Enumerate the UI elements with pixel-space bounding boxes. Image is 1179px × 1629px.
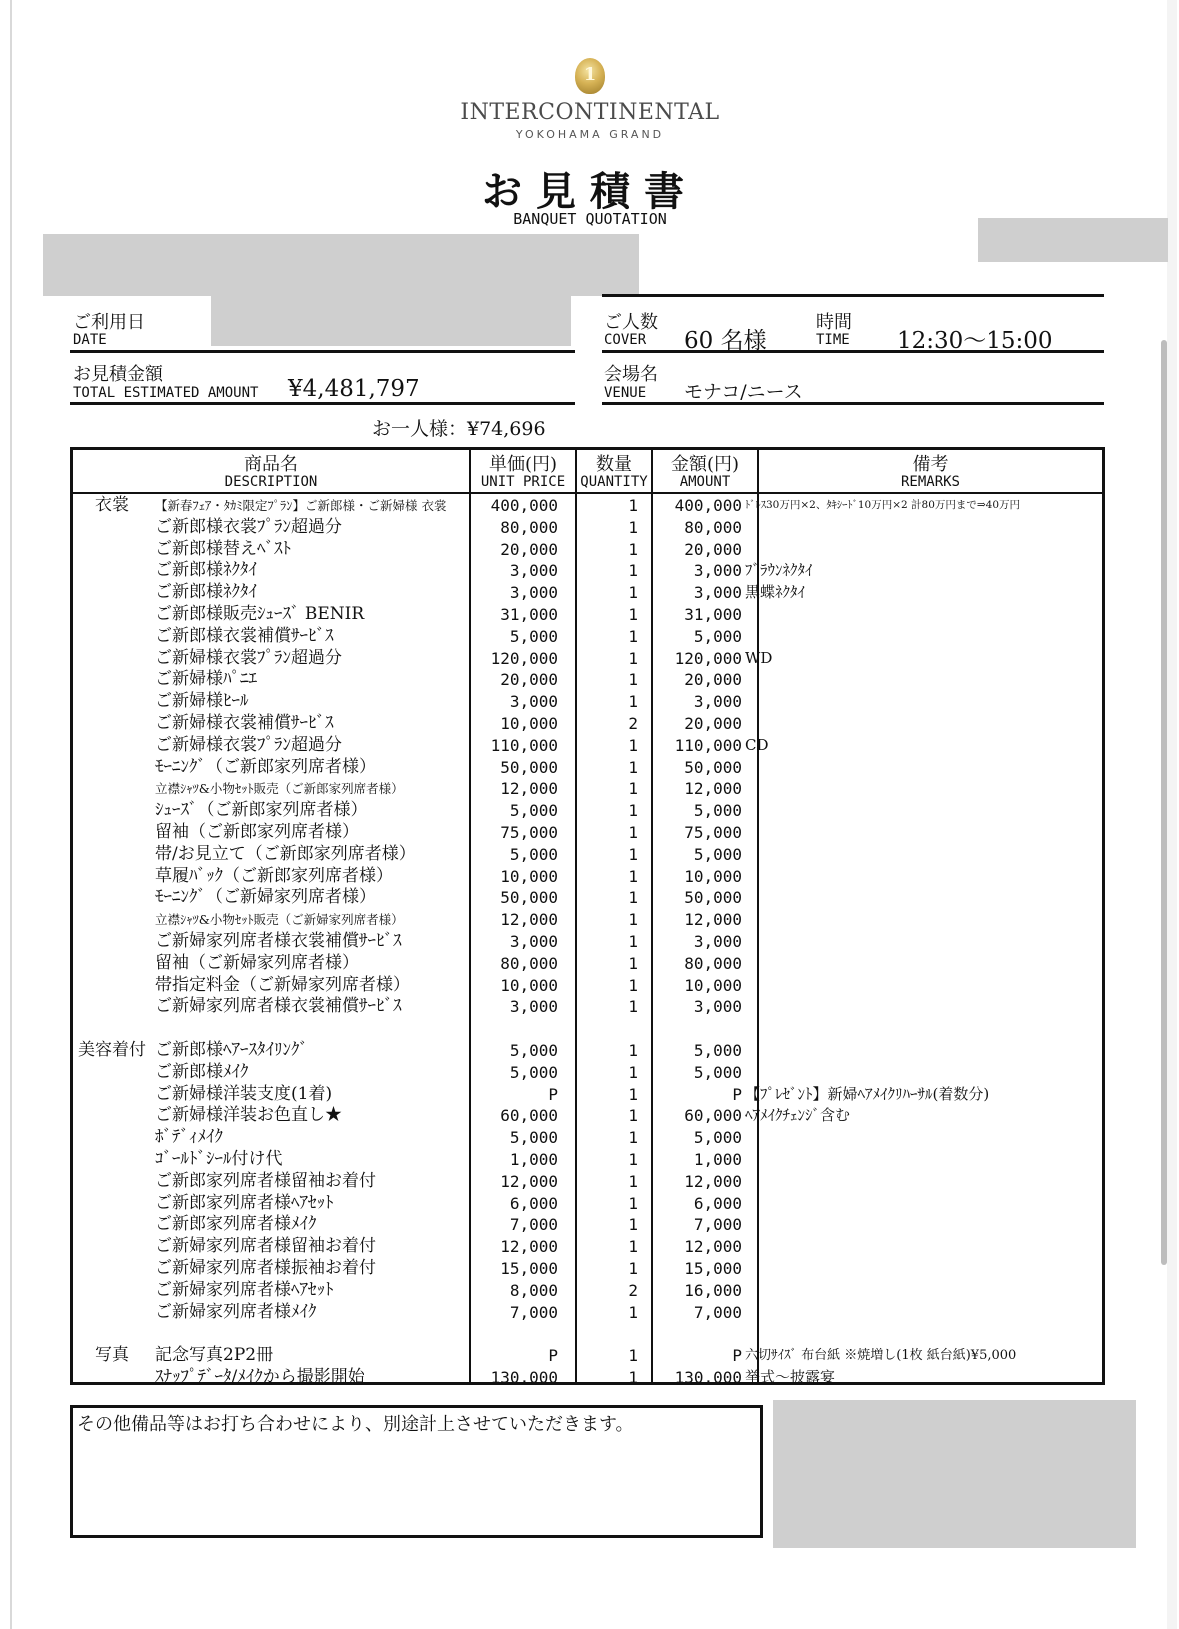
unit-price-cell: 7,000 <box>509 1215 558 1235</box>
quantity-cell: 1 <box>628 1237 638 1257</box>
category-cell: 美容着付 <box>78 1040 146 1060</box>
venue-label-en: VENUE <box>604 385 647 401</box>
table-row <box>73 1367 1102 1389</box>
description-cell: ご新婦様ﾋｰﾙ <box>155 691 249 712</box>
table-row <box>73 495 1102 517</box>
quantity-cell: 1 <box>628 1106 638 1126</box>
header-quantity-en: QUANTITY <box>580 474 648 490</box>
amount-cell: 10,000 <box>684 866 742 886</box>
quantity-cell: 1 <box>628 735 638 755</box>
unit-price-cell: 80,000 <box>500 953 558 973</box>
document-subtitle: BANQUET QUOTATION <box>513 210 667 228</box>
table-row <box>73 669 1102 691</box>
unit-price-cell: 400,000 <box>490 496 558 515</box>
header-rule <box>73 492 1102 494</box>
cover-value: 60 名様 <box>684 328 767 354</box>
amount-cell: 3,000 <box>693 561 742 581</box>
table-row <box>73 953 1102 975</box>
amount-cell: 110,000 <box>674 735 742 755</box>
quantity-cell: 1 <box>628 910 638 930</box>
amount-cell: 1,000 <box>693 1150 742 1169</box>
description-cell: ご新婦家列席者様衣裳補償ｻｰﾋﾞｽ <box>155 931 402 951</box>
description-cell: ﾎﾞﾃﾞｨﾒｲｸ <box>155 1127 223 1148</box>
header-description-jp: 商品名 <box>244 454 298 475</box>
table-row <box>73 582 1102 604</box>
amount-cell: P <box>732 1346 742 1366</box>
unit-price-cell: P <box>548 1084 558 1104</box>
redaction-block <box>211 296 571 346</box>
amount-cell: 50,000 <box>684 888 742 908</box>
description-cell: ｼｭｰｽﾞ（ご新郎家列席者様） <box>155 800 368 821</box>
amount-cell: 3,000 <box>693 932 742 951</box>
amount-cell: 80,000 <box>684 953 742 973</box>
quantity-cell: 2 <box>628 714 638 733</box>
header-amount-jp: 金額(円) <box>670 454 740 475</box>
amount-cell: 5,000 <box>693 801 742 821</box>
description-cell: ご新郎様ﾈｸﾀｲ <box>155 582 257 603</box>
unit-price-cell: 6,000 <box>509 1193 558 1213</box>
amount-cell: 12,000 <box>684 910 742 930</box>
table-row <box>73 996 1102 1018</box>
quantity-cell: 1 <box>628 626 638 646</box>
quantity-cell: 2 <box>628 1280 638 1300</box>
description-cell: ご新婦家列席者様ﾒｲｸ <box>155 1301 317 1322</box>
table-row <box>73 975 1102 997</box>
description-cell: ご新郎様替えﾍﾞｽﾄ <box>155 538 291 559</box>
description-cell: ご新婦家列席者様ﾍｱｾｯﾄ <box>155 1279 334 1300</box>
quantity-cell: 1 <box>628 1041 638 1060</box>
redaction-block <box>43 234 639 296</box>
per-person-price: お一人様：¥74,696 <box>372 418 546 440</box>
table-row <box>73 1258 1102 1280</box>
quantity-cell: 1 <box>628 801 638 821</box>
quantity-cell: 1 <box>628 866 638 886</box>
amount-cell: 7,000 <box>693 1215 742 1235</box>
table-row <box>73 539 1102 561</box>
description-cell: ご新郎様ﾒｲｸ <box>155 1061 249 1082</box>
quantity-cell: 1 <box>628 670 638 690</box>
quantity-cell: 1 <box>628 823 638 842</box>
description-cell: 【新春ﾌｪｱ・ﾀｶﾐ限定ﾌﾟﾗﾝ】ご新郎様・ご新婦様 衣裳 <box>155 498 447 513</box>
amount-cell: 3,000 <box>693 692 742 712</box>
table-row <box>73 1062 1102 1084</box>
amount-cell: 5,000 <box>693 1062 742 1082</box>
amount-cell: 15,000 <box>684 1259 742 1278</box>
quotation-table <box>70 447 1105 1385</box>
amount-cell: 16,000 <box>684 1280 742 1300</box>
table-row <box>73 844 1102 866</box>
amount-cell: 120,000 <box>674 648 742 668</box>
description-cell: ご新婦様衣裳ﾌﾟﾗﾝ超過分 <box>155 647 342 668</box>
table-row <box>73 1040 1102 1062</box>
header-amount-en: AMOUNT <box>679 474 731 490</box>
quantity-cell: 1 <box>628 1171 638 1191</box>
unit-price-cell: 3,000 <box>509 932 558 951</box>
scrollbar[interactable] <box>1161 340 1167 1265</box>
description-cell: 留袖（ご新婦家列席者様） <box>155 952 359 973</box>
quantity-cell: 1 <box>628 583 638 603</box>
table-row <box>73 1280 1102 1302</box>
quantity-cell: 1 <box>628 997 638 1017</box>
unit-price-cell: 1,000 <box>509 1150 558 1169</box>
amount-cell: P <box>732 1084 742 1104</box>
quantity-cell: 1 <box>628 953 638 973</box>
note-box <box>70 1405 763 1538</box>
redaction-block <box>978 218 1168 262</box>
remarks-cell: ﾄﾞﾚｽ30万円×2、ﾀｷｼｰﾄﾞ10万円×2 計80万円まで⇒40万円 <box>745 499 1021 511</box>
description-cell: ご新婦様衣裳補償ｻｰﾋﾞｽ <box>155 713 334 733</box>
remarks-cell: ﾍｱﾒｲｸﾁｪﾝｼﾞ含む <box>745 1106 851 1125</box>
table-row <box>73 1302 1102 1324</box>
amount-cell: 80,000 <box>684 517 742 537</box>
description-cell: ご新郎様販売ｼｭｰｽﾞ BENIR <box>155 604 365 624</box>
table-row <box>73 757 1102 779</box>
note-text: その他備品等はお打ち合わせにより、別途計上させていただきます。 <box>77 1414 634 1435</box>
unit-price-cell: 12,000 <box>500 1237 558 1257</box>
page-edge <box>10 0 12 1629</box>
amount-cell: 130,000 <box>674 1368 742 1387</box>
description-cell: ご新郎様ﾍｱｰｽﾀｲﾘﾝｸﾞ <box>155 1040 308 1060</box>
unit-price-cell: 5,000 <box>509 844 558 864</box>
description-cell: ご新婦家列席者様留袖お着付 <box>155 1236 376 1257</box>
table-row <box>73 800 1102 822</box>
quantity-cell: 1 <box>628 648 638 668</box>
unit-price-cell: 60,000 <box>500 1106 558 1126</box>
table-row <box>73 735 1102 757</box>
quantity-cell: 1 <box>628 844 638 864</box>
description-cell: 帯指定料金（ご新婦家列席者様） <box>155 974 410 995</box>
header-remarks-jp: 備考 <box>912 454 949 475</box>
unit-price-cell: 130,000 <box>490 1368 558 1387</box>
header-remarks-en: REMARKS <box>900 474 960 490</box>
unit-price-cell: 12,000 <box>500 779 558 799</box>
amount-cell: 3,000 <box>693 583 742 603</box>
amount-cell: 12,000 <box>684 779 742 799</box>
table-row <box>73 517 1102 539</box>
description-cell: ご新郎様衣裳補償ｻｰﾋﾞｽ <box>155 625 334 646</box>
remarks-cell: 六切ｻｲｽﾞ 布台紙 ※焼増し(1枚 紙台紙)¥5,000 <box>745 1348 1017 1364</box>
amount-cell: 75,000 <box>684 823 742 842</box>
rule <box>602 402 1104 405</box>
quantity-cell: 1 <box>628 1346 638 1366</box>
hotel-crest-icon: 1 <box>575 58 605 94</box>
description-cell: ご新郎様ﾈｸﾀｲ <box>155 560 257 581</box>
unit-price-cell: 80,000 <box>500 517 558 537</box>
table-row <box>73 560 1102 582</box>
rule <box>70 402 575 405</box>
rule <box>70 350 575 353</box>
table-row <box>73 931 1102 953</box>
description-cell: ご新婦様衣裳ﾌﾟﾗﾝ超過分 <box>155 734 342 755</box>
quantity-cell: 1 <box>628 779 638 799</box>
amount-cell: 6,000 <box>693 1193 742 1213</box>
amount-cell: 7,000 <box>693 1302 742 1322</box>
amount-cell: 20,000 <box>684 714 742 733</box>
remarks-cell: 挙式〜披露宴 <box>745 1368 836 1386</box>
table-row <box>73 1236 1102 1258</box>
quantity-cell: 1 <box>628 517 638 537</box>
amount-cell: 12,000 <box>684 1171 742 1191</box>
description-cell: ご新郎家列席者様留袖お着付 <box>155 1170 376 1191</box>
amount-cell: 60,000 <box>684 1106 742 1126</box>
unit-price-cell: P <box>548 1346 558 1366</box>
table-row <box>73 1149 1102 1171</box>
table-row <box>73 866 1102 888</box>
venue-label: 会場名 <box>604 364 658 385</box>
amount-cell: 20,000 <box>684 670 742 690</box>
remarks-cell: 黒蝶ﾈｸﾀｲ <box>745 583 806 602</box>
document-title: お見積書 <box>482 168 698 215</box>
amount-cell: 10,000 <box>684 975 742 995</box>
table-row <box>73 648 1102 670</box>
unit-price-cell: 5,000 <box>509 1041 558 1060</box>
table-row <box>73 887 1102 909</box>
amount-cell: 50,000 <box>684 757 742 777</box>
amount-cell: 400,000 <box>674 496 742 515</box>
category-cell: 衣裳 <box>95 495 129 515</box>
cover-label: ご人数 <box>604 312 658 333</box>
time-label: 時間 <box>816 312 852 333</box>
unit-price-cell: 50,000 <box>500 757 558 777</box>
unit-price-cell: 20,000 <box>500 539 558 559</box>
unit-price-cell: 3,000 <box>509 997 558 1017</box>
remarks-cell: 【ﾌﾟﾚｾﾞﾝﾄ】新婦ﾍｱﾒｲｸﾘﾊｰｻﾙ(着数分) <box>745 1084 990 1103</box>
description-cell: 留袖（ご新郎家列席者様） <box>155 822 359 842</box>
unit-price-cell: 3,000 <box>509 583 558 603</box>
header-unit-price-jp: 単価(円) <box>488 454 558 475</box>
quantity-cell: 1 <box>628 1215 638 1235</box>
unit-price-cell: 12,000 <box>500 910 558 930</box>
amount-cell: 20,000 <box>684 539 742 559</box>
remarks-cell: WD <box>745 648 773 667</box>
unit-price-cell: 3,000 <box>509 561 558 581</box>
description-cell: 立襟ｼｬﾂ&小物ｾｯﾄ販売（ご新婦家列席者様） <box>155 912 404 928</box>
quantity-cell: 1 <box>628 888 638 908</box>
table-spacer-row <box>73 1323 1102 1345</box>
description-cell: ご新婦様洋装お色直し★ <box>155 1105 342 1126</box>
header-unit-price-en: UNIT PRICE <box>480 474 566 490</box>
description-cell: ｺﾞｰﾙﾄﾞｼｰﾙ付け代 <box>155 1149 283 1169</box>
date-label: ご利用日 <box>73 312 145 333</box>
quantity-cell: 1 <box>628 1259 638 1278</box>
description-cell: 草履ﾊﾞｯｸ（ご新郎家列席者様） <box>155 865 393 886</box>
table-row <box>73 1193 1102 1215</box>
description-cell: 記念写真2P2冊 <box>155 1345 274 1366</box>
quantity-cell: 1 <box>628 561 638 581</box>
table-row <box>73 691 1102 713</box>
unit-price-cell: 50,000 <box>500 888 558 908</box>
unit-price-cell: 10,000 <box>500 975 558 995</box>
unit-price-cell: 110,000 <box>490 735 558 755</box>
venue-value: モナコ/ニース <box>684 381 803 403</box>
amount-cell: 5,000 <box>693 1041 742 1060</box>
unit-price-cell: 5,000 <box>509 626 558 646</box>
unit-price-cell: 5,000 <box>509 1062 558 1082</box>
amount-cell: 31,000 <box>684 605 742 624</box>
amount-cell: 3,000 <box>693 997 742 1017</box>
quantity-cell: 1 <box>628 539 638 559</box>
table-row <box>73 1214 1102 1236</box>
table-row <box>73 626 1102 648</box>
quantity-cell: 1 <box>628 757 638 777</box>
description-cell: ﾓｰﾆﾝｸﾞ（ご新婦家列席者様） <box>155 887 376 908</box>
total-label: お見積金額 <box>73 364 163 385</box>
unit-price-cell: 3,000 <box>509 692 558 712</box>
description-cell: 立襟ｼｬﾂ&小物ｾｯﾄ販売（ご新郎家列席者様） <box>155 781 404 797</box>
unit-price-cell: 120,000 <box>490 648 558 668</box>
unit-price-cell: 75,000 <box>500 823 558 842</box>
quantity-cell: 1 <box>628 1084 638 1104</box>
amount-cell: 5,000 <box>693 844 742 864</box>
description-cell: ご新婦家列席者様衣裳補償ｻｰﾋﾞｽ <box>155 996 402 1017</box>
description-cell: ご新婦家列席者様振袖お着付 <box>155 1258 376 1278</box>
brand-subname: YOKOHAMA GRAND <box>515 128 665 141</box>
table-row <box>73 822 1102 844</box>
total-value: ¥4,481,797 <box>288 376 420 402</box>
table-spacer-row <box>73 1018 1102 1040</box>
description-cell: ﾓｰﾆﾝｸﾞ（ご新郎家列席者様） <box>155 756 376 777</box>
header-description-en: DESCRIPTION <box>224 474 318 490</box>
table-row <box>73 1084 1102 1106</box>
unit-price-cell: 5,000 <box>509 801 558 821</box>
table-row <box>73 778 1102 800</box>
table-row <box>73 713 1102 735</box>
quantity-cell: 1 <box>628 1193 638 1213</box>
table-row <box>73 604 1102 626</box>
unit-price-cell: 20,000 <box>500 670 558 690</box>
total-label-en: TOTAL ESTIMATED AMOUNT <box>73 385 259 401</box>
redaction-block <box>773 1400 1136 1548</box>
description-cell: ご新婦様ﾊﾟﾆｴ <box>155 669 257 690</box>
quantity-cell: 1 <box>628 605 638 624</box>
unit-price-cell: 12,000 <box>500 1171 558 1191</box>
header-quantity-jp: 数量 <box>596 454 632 475</box>
remarks-cell: CD <box>745 735 769 754</box>
quantity-cell: 1 <box>628 975 638 995</box>
description-cell: 帯/お見立て（ご新郎家列席者様） <box>155 843 416 864</box>
quantity-cell: 1 <box>628 1062 638 1082</box>
unit-price-cell: 15,000 <box>500 1259 558 1278</box>
unit-price-cell: 10,000 <box>500 866 558 886</box>
amount-cell: 5,000 <box>693 626 742 646</box>
description-cell: ご新婦様洋装支度(1着) <box>155 1083 333 1104</box>
time-value: 12:30〜15:00 <box>897 328 1053 354</box>
quantity-cell: 1 <box>628 1150 638 1169</box>
rule <box>602 294 1104 297</box>
quantity-cell: 1 <box>628 496 638 515</box>
date-label-en: DATE <box>73 332 107 348</box>
time-label-en: TIME <box>816 332 850 348</box>
quantity-cell: 1 <box>628 1302 638 1322</box>
amount-cell: 5,000 <box>693 1128 742 1148</box>
unit-price-cell: 31,000 <box>500 605 558 624</box>
description-cell: ご新郎様衣裳ﾌﾟﾗﾝ超過分 <box>155 516 342 537</box>
remarks-cell: ﾌﾞﾗｳﾝﾈｸﾀｲ <box>745 561 813 580</box>
quantity-cell: 1 <box>628 1128 638 1148</box>
unit-price-cell: 8,000 <box>509 1280 558 1300</box>
brand-name: INTERCONTINENTAL <box>460 100 720 125</box>
unit-price-cell: 7,000 <box>509 1302 558 1322</box>
table-row <box>73 1105 1102 1127</box>
page-gutter <box>1167 0 1177 1629</box>
quantity-cell: 1 <box>628 932 638 951</box>
quantity-cell: 1 <box>628 692 638 712</box>
table-row <box>73 1171 1102 1193</box>
table-row <box>73 1345 1102 1367</box>
description-cell: ご新郎家列席者様ﾒｲｸ <box>155 1214 317 1235</box>
quantity-cell: 1 <box>628 1368 638 1387</box>
cover-label-en: COVER <box>604 332 647 348</box>
table-row <box>73 1127 1102 1149</box>
table-row <box>73 909 1102 931</box>
amount-cell: 12,000 <box>684 1237 742 1257</box>
category-cell: 写真 <box>95 1345 129 1366</box>
description-cell: ｽﾅｯﾌﾟﾃﾞｰﾀ/ﾒｲｸから撮影開始 <box>155 1367 365 1387</box>
unit-price-cell: 10,000 <box>500 714 558 733</box>
description-cell: ご新郎家列席者様ﾍｱｾｯﾄ <box>155 1192 334 1213</box>
unit-price-cell: 5,000 <box>509 1128 558 1148</box>
